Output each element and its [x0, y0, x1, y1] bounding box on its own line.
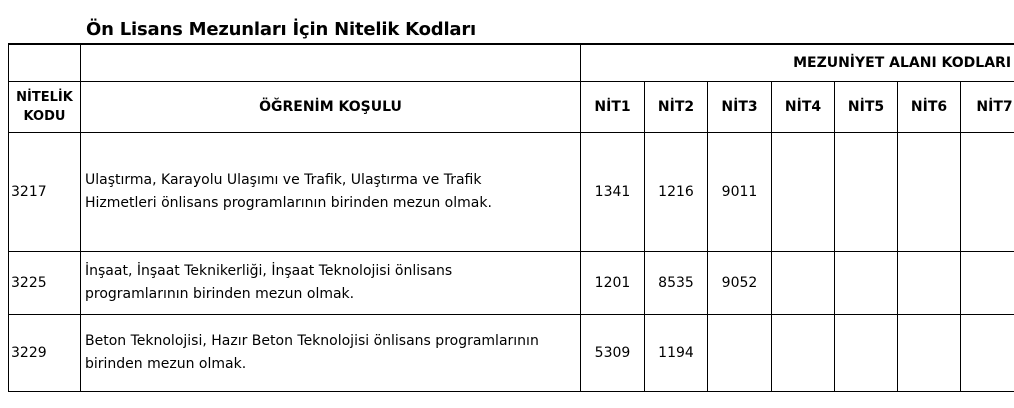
qualification-code-cell: 3217: [9, 133, 81, 252]
empty-header-cell: [9, 44, 81, 82]
nit1-header: NİT1: [581, 82, 645, 133]
page-title: Ön Lisans Mezunları İçin Nitelik Kodları: [86, 19, 477, 40]
nit7-cell: [961, 133, 1014, 252]
nit2-header: NİT2: [645, 82, 708, 133]
empty-header-cell: [81, 44, 581, 82]
nit1-cell: 1201: [581, 252, 645, 315]
nit2-cell: 1216: [645, 133, 708, 252]
qualification-codes-table: [8, 43, 1014, 392]
nit4-cell: [772, 315, 835, 392]
qualification-code-header-line1: NİTELİK: [16, 90, 73, 105]
nit4-cell: [772, 133, 835, 252]
education-condition-cell: Ulaştırma, Karayolu Ulaşımı ve Trafik, Ulaştırma ve Trafik Hizmetleri önlisans programlarının birinden mezun olmak.: [81, 133, 581, 252]
table-row: [9, 315, 1014, 392]
nit7-header: NİT7: [961, 82, 1014, 133]
group-header-row: [9, 44, 1014, 82]
graduation-field-codes-header: MEZUNİYET ALANI KODLARI: [581, 44, 1014, 82]
nit4-cell: [772, 252, 835, 315]
nit6-cell: [898, 315, 961, 392]
qualification-code-cell: 3225: [9, 252, 81, 315]
education-condition-cell: İnşaat, İnşaat Teknikerliği, İnşaat Teknolojisi önlisans programlarının birinden mezun olmak.: [81, 252, 581, 315]
nit2-cell: 1194: [645, 315, 708, 392]
table-row: [9, 252, 1014, 315]
nit3-header: NİT3: [708, 82, 772, 133]
nit1-cell: 1341: [581, 133, 645, 252]
nit3-cell: [708, 315, 772, 392]
table-row: [9, 133, 1014, 252]
nit5-header: NİT5: [835, 82, 898, 133]
nit6-cell: [898, 252, 961, 315]
nit6-header: NİT6: [898, 82, 961, 133]
education-condition-cell: Beton Teknolojisi, Hazır Beton Teknolojisi önlisans programlarının birinden mezun olmak.: [81, 315, 581, 392]
qualification-code-header: [9, 82, 81, 133]
nit2-cell: 8535: [645, 252, 708, 315]
column-header-row: [9, 82, 1014, 133]
nit6-cell: [898, 133, 961, 252]
nit5-cell: [835, 252, 898, 315]
nit4-header: NİT4: [772, 82, 835, 133]
qualification-code-cell: 3229: [9, 315, 81, 392]
qualification-code-header-line2: KODU: [23, 109, 66, 124]
education-condition-header: ÖĞRENİM KOŞULU: [81, 82, 581, 133]
nit5-cell: [835, 315, 898, 392]
nit3-cell: 9011: [708, 133, 772, 252]
nit7-cell: [961, 252, 1014, 315]
nit1-cell: 5309: [581, 315, 645, 392]
nit5-cell: [835, 133, 898, 252]
nit7-cell: [961, 315, 1014, 392]
nit3-cell: 9052: [708, 252, 772, 315]
